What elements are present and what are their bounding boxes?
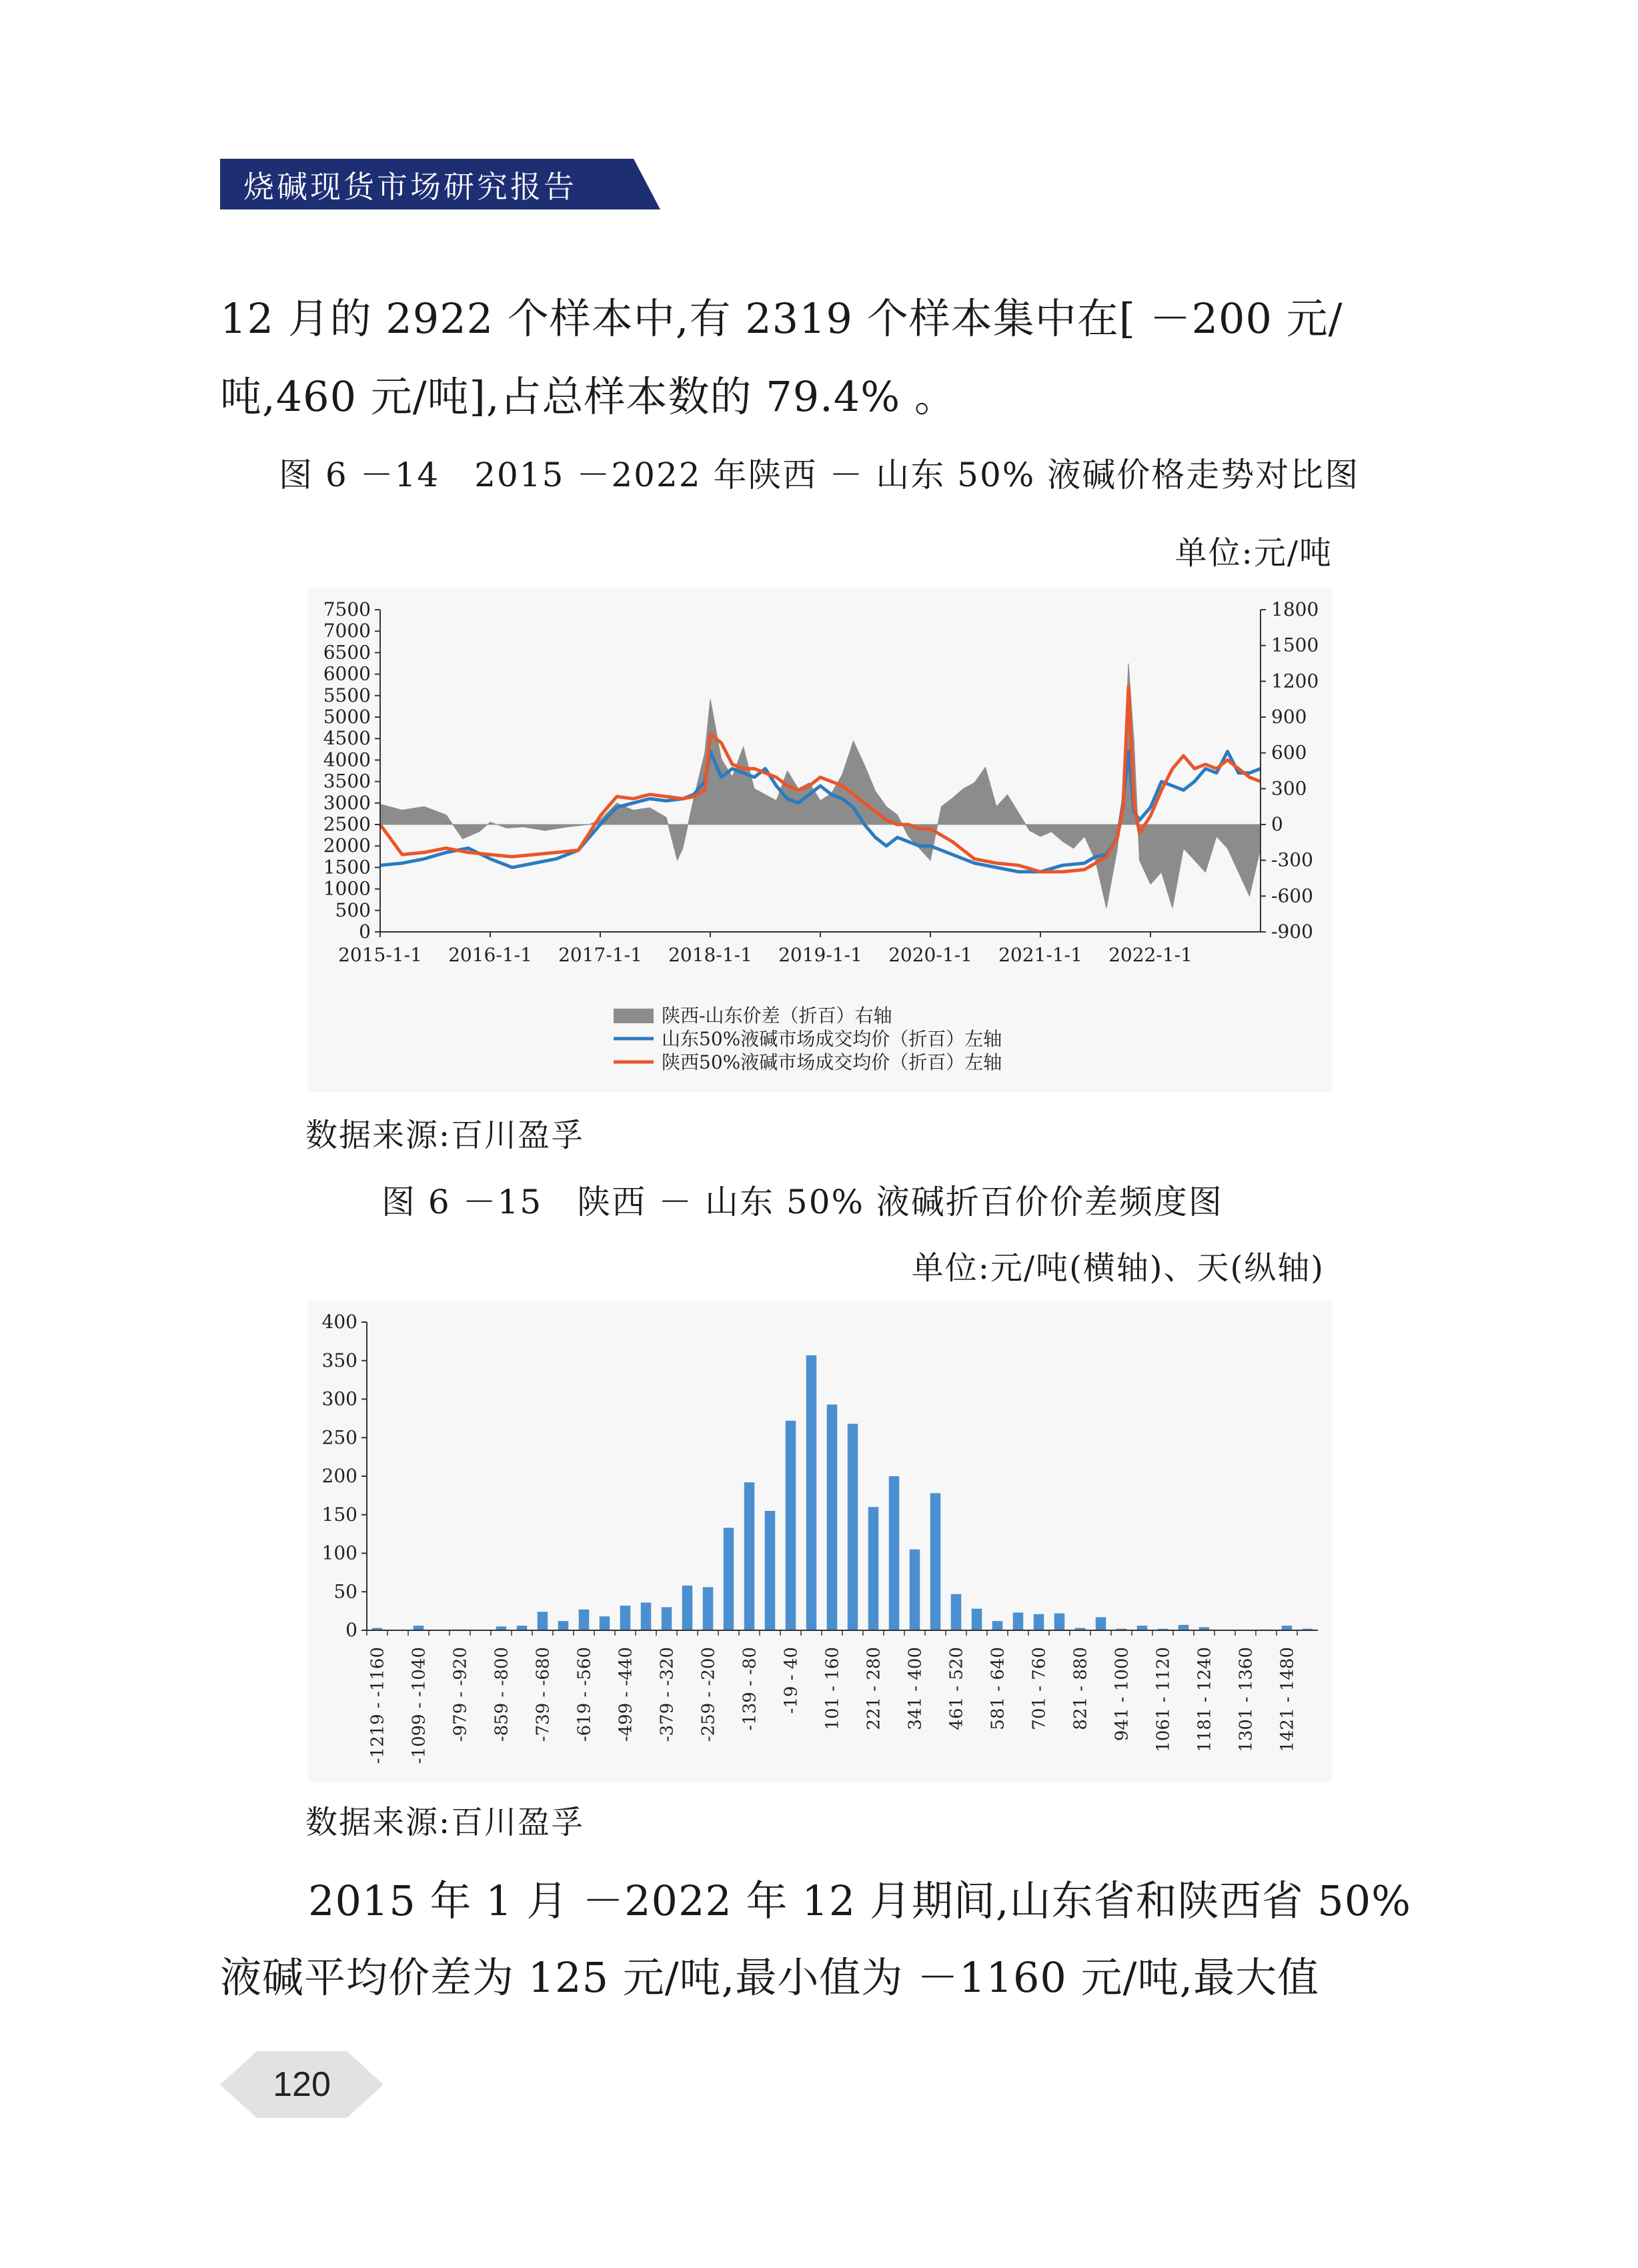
x-axis-tick-label: -859 - -800	[492, 1647, 512, 1742]
bar-161 - 220	[848, 1424, 858, 1630]
right-axis-tick-label: 1200	[1271, 670, 1319, 692]
x-axis-tick-label: 941 - 1000	[1112, 1647, 1132, 1742]
x-axis-tick-label: -379 - -320	[657, 1647, 678, 1742]
page-number: 120	[273, 2065, 331, 2104]
legend-label: 山东50%液碱市场成交均价（折百）左轴	[662, 1028, 1002, 1050]
price-trend-chart	[308, 588, 1332, 1092]
header-title: 烧碱现货市场研究报告	[243, 169, 577, 205]
x-axis-tick-label: 101 - 160	[822, 1647, 843, 1730]
right-axis-tick-label: 1800	[1271, 598, 1319, 620]
x-axis-tick-label: 2020-1-1	[888, 944, 972, 966]
paragraph1-line2: 吨,460 元/吨],占总样本数的 79.4% 。	[220, 372, 956, 421]
y-axis-tick-label: 200	[321, 1465, 357, 1487]
x-axis-tick-label: -259 - -200	[698, 1647, 719, 1742]
paragraph1-line1: 12 月的 2922 个样本中,有 2319 个样本集中在[ －200 元/	[220, 294, 1343, 343]
x-axis-tick-label: 1061 - 1120	[1153, 1647, 1174, 1752]
bar--739 - -680	[538, 1612, 548, 1630]
x-axis-tick-label: 2022-1-1	[1108, 944, 1192, 966]
bar-1001 - 1060	[1137, 1626, 1148, 1630]
x-axis-tick-label: 581 - 640	[988, 1647, 1008, 1730]
right-axis-tick-label: 900	[1271, 706, 1307, 728]
y-axis-tick-label: 400	[321, 1311, 357, 1333]
page-number-badge	[220, 2051, 383, 2118]
x-axis-tick-label: -1219 - -1160	[367, 1647, 388, 1764]
bar--1099 - -1040	[414, 1626, 424, 1630]
x-axis-tick-label: 2015-1-1	[338, 944, 422, 966]
bar--619 - -560	[579, 1610, 590, 1630]
left-axis-tick-label: 2000	[323, 834, 371, 857]
bar-461 - 520	[951, 1594, 962, 1630]
right-axis-tick-label: -600	[1271, 885, 1313, 907]
figure2-unit: 单位:元/吨(横轴)、天(纵轴)	[911, 1249, 1325, 1287]
x-axis-tick-label: 2018-1-1	[668, 944, 752, 966]
x-axis-tick-label: 461 - 520	[946, 1647, 967, 1730]
bar--559 - -500	[600, 1616, 610, 1630]
bar--799 - -740	[517, 1626, 528, 1630]
left-axis-tick-label: 6500	[323, 641, 371, 664]
legend-swatch-spread	[614, 1009, 654, 1023]
right-axis-tick-label: 300	[1271, 777, 1307, 800]
y-axis-tick-label: 0	[345, 1619, 357, 1641]
bar--679 - -620	[558, 1621, 569, 1630]
bar-641 - 700	[1013, 1612, 1024, 1630]
bar--499 - -440	[620, 1606, 631, 1630]
spread-frequency-chart-svg	[308, 1301, 1332, 1782]
x-axis-tick-label: -19 - 40	[781, 1647, 802, 1714]
bar--319 - -260	[682, 1586, 693, 1630]
left-axis-tick-label: 3500	[323, 770, 371, 792]
bar-701 - 760	[1034, 1614, 1044, 1630]
right-axis-tick-label: 0	[1271, 813, 1283, 835]
bar-341 - 400	[910, 1550, 920, 1630]
bar-401 - 460	[930, 1493, 941, 1630]
right-axis-tick-label: 1500	[1271, 634, 1319, 656]
bar-761 - 820	[1054, 1614, 1065, 1630]
bar--439 - -380	[641, 1602, 652, 1630]
y-axis-tick-label: 300	[321, 1387, 357, 1410]
price-trend-chart-svg	[308, 588, 1332, 1092]
bar-1421 - 1480	[1282, 1626, 1293, 1630]
x-axis-tick-label: 821 - 880	[1070, 1647, 1091, 1730]
left-axis-tick-label: 7000	[323, 620, 371, 642]
left-axis-tick-label: 5500	[323, 684, 371, 706]
bar-101 - 160	[827, 1405, 838, 1630]
bar--79 - -20	[765, 1511, 776, 1630]
x-axis-tick-label: -1099 - -1040	[409, 1647, 430, 1764]
bar--259 - -200	[703, 1587, 714, 1630]
bar--19 - 40	[786, 1421, 796, 1630]
x-axis-tick-label: 2019-1-1	[778, 944, 862, 966]
x-axis-tick-label: -139 - -80	[740, 1647, 760, 1731]
paragraph2-line2: 液碱平均价差为 125 元/吨,最小值为 －1160 元/吨,最大值	[220, 1953, 1320, 2002]
bar-581 - 640	[992, 1621, 1003, 1630]
left-axis-tick-label: 5000	[323, 706, 371, 728]
bar-281 - 340	[889, 1476, 900, 1630]
left-axis-tick-label: 2500	[323, 813, 371, 835]
paragraph2-line1: 2015 年 1 月 －2022 年 12 月期间,山东省和陕西省 50%	[308, 1876, 1412, 1925]
x-axis-tick-label: 1421 - 1480	[1277, 1647, 1298, 1752]
y-axis-tick-label: 100	[321, 1542, 357, 1564]
right-axis-tick-label: 600	[1271, 741, 1307, 764]
figure2-source: 数据来源:百川盈孚	[305, 1804, 585, 1841]
spread-frequency-chart	[308, 1301, 1332, 1782]
left-axis-tick-label: 500	[335, 899, 371, 921]
x-axis-tick-label: -619 - -560	[574, 1647, 595, 1742]
x-axis-tick-label: 221 - 280	[864, 1647, 884, 1730]
bar-1121 - 1180	[1178, 1625, 1189, 1630]
x-axis-tick-label: 701 - 760	[1029, 1647, 1050, 1730]
bar--139 - -80	[744, 1482, 755, 1630]
left-axis-tick-label: 7500	[323, 598, 371, 620]
bar-221 - 280	[868, 1507, 879, 1630]
figure1-unit: 单位:元/吨	[1174, 534, 1333, 572]
right-axis-tick-label: -300	[1271, 848, 1313, 871]
bar--199 - -140	[724, 1528, 734, 1630]
legend-label: 陕西-山东价差（折百）右轴	[662, 1005, 892, 1027]
x-axis-tick-label: 2016-1-1	[448, 944, 532, 966]
left-axis-tick-label: 4500	[323, 727, 371, 750]
y-axis-tick-label: 250	[321, 1426, 357, 1449]
legend-label: 陕西50%液碱市场成交均价（折百）左轴	[662, 1051, 1002, 1073]
x-axis-tick-label: 1181 - 1240	[1194, 1647, 1215, 1752]
y-axis-tick-label: 50	[333, 1580, 357, 1603]
figure1-source: 数据来源:百川盈孚	[305, 1117, 585, 1154]
x-axis-tick-label: 2017-1-1	[558, 944, 642, 966]
bar-521 - 580	[972, 1609, 982, 1630]
x-axis-tick-label: -979 - -920	[450, 1647, 471, 1742]
x-axis-tick-label: 341 - 400	[905, 1647, 926, 1730]
left-axis-tick-label: 1000	[323, 877, 371, 900]
left-axis-tick-label: 0	[359, 921, 371, 943]
figure1-caption: 图 6 －14 2015 －2022 年陕西 － 山东 50% 液碱价格走势对比图	[279, 456, 1360, 494]
bar--379 - -320	[662, 1607, 672, 1630]
bar-881 - 940	[1096, 1617, 1106, 1630]
y-axis-tick-label: 350	[321, 1349, 357, 1371]
x-axis-tick-label: 2021-1-1	[998, 944, 1082, 966]
bar-41 - 100	[806, 1355, 817, 1630]
x-axis-tick-label: 1301 - 1360	[1236, 1647, 1257, 1752]
left-axis-tick-label: 6000	[323, 662, 371, 685]
x-axis-tick-label: -499 - -440	[616, 1647, 636, 1742]
left-axis-tick-label: 1500	[323, 856, 371, 879]
x-axis-tick-label: -739 - -680	[533, 1647, 554, 1742]
left-axis-tick-label: 3000	[323, 791, 371, 814]
left-axis-tick-label: 4000	[323, 748, 371, 771]
right-axis-tick-label: -900	[1271, 921, 1313, 943]
y-axis-tick-label: 150	[321, 1503, 357, 1526]
figure2-caption: 图 6 －15 陕西 － 山东 50% 液碱折百价价差频度图	[381, 1183, 1223, 1221]
